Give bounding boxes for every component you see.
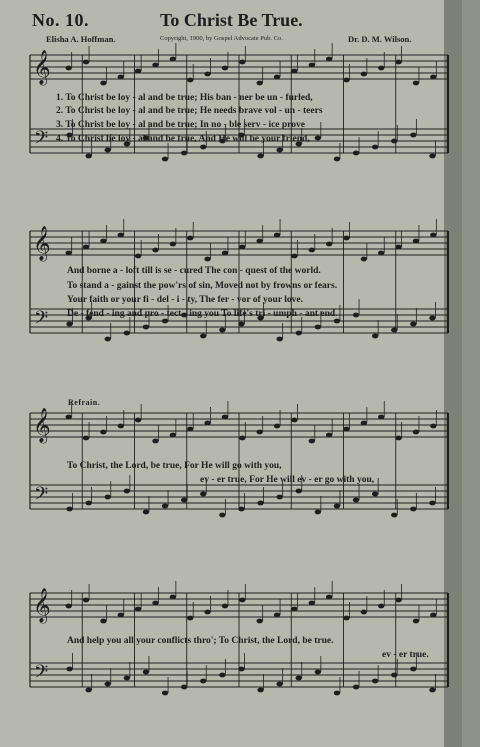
bass-4-note [200,679,206,684]
verse-4-line-2: De - fend - ing and pro - tect - ing you To life's tri - umph - ant end. [67,309,338,319]
treble-2-note [239,245,245,250]
bass-3-note [181,498,187,503]
treble-4-note [170,595,176,600]
lyricist-credit: Elisha A. Hoffman. [46,34,116,44]
treble-3-note [187,427,193,432]
bass-clef-icon: 𝄢 [34,308,49,333]
bass-1-note [334,157,340,162]
treble-1-note [395,60,401,65]
bass-1-note [391,139,397,144]
treble-3-note [361,421,367,426]
verse-2-line-1: 2. To Christ be loy - al and be true; He needs brave vol - un - teers [56,106,323,116]
bass-1-note [162,157,168,162]
treble-1-note [222,66,228,71]
bass-2-note [219,328,225,333]
verse-4-line-1: 4. To Christ be loy - al and be true, And He will be your friend, [56,134,310,144]
treble-clef-icon: 𝄞 [33,226,51,261]
copyright-notice: Copyright, 1900, by Gospel Advocate Pub. Co. [160,35,283,42]
treble-1-note [204,72,210,77]
refrain-label: Refrain. [68,398,101,407]
bass-4-note [238,667,244,672]
treble-clef-icon: 𝄞 [33,408,51,443]
bass-4-note [372,679,378,684]
treble-clef-icon: 𝄞 [33,588,51,623]
treble-1-note [256,81,262,86]
bass-3-note [296,489,302,494]
bass-3-note [219,513,225,518]
final-line-2: ev - er true. [382,650,429,660]
treble-1-note [170,57,176,62]
treble-3-note [170,433,176,438]
composer-credit: Dr. D. M. Wilson. [348,34,412,44]
bass-2-note [105,337,111,342]
treble-3-note [395,436,401,441]
treble-3-note [65,415,71,420]
treble-4-note [118,613,124,618]
treble-2-note [309,248,315,253]
treble-3-note [343,427,349,432]
treble-2-note [83,245,89,250]
bass-4-note [429,688,435,693]
treble-4-note [187,616,193,621]
treble-3-note [118,424,124,429]
treble-3-note [135,418,141,423]
refrain-line-2: ev - er true, For He will ev - er go with you, [200,475,375,485]
bass-3-note [105,495,111,500]
final-line-1: And help you all your conflicts thro'; To Christ, the Lord, be true. [67,636,334,646]
bass-4-note [219,673,225,678]
treble-1-note [309,63,315,68]
treble-1-note [343,78,349,83]
treble-4-note [413,619,419,624]
bass-4-note [105,682,111,687]
treble-2-note [395,245,401,250]
treble-3-note [413,430,419,435]
bass-1-note [315,136,321,141]
bass-1-note [276,148,282,153]
treble-2-note [326,242,332,247]
treble-3-note [152,439,158,444]
treble-1-note [413,81,419,86]
treble-1-note [291,69,297,74]
bass-1-note [410,133,416,138]
treble-1-note [65,66,71,71]
treble-2-note [256,239,262,244]
bass-1-note [429,154,435,159]
treble-4-note [343,616,349,621]
treble-3-note [83,436,89,441]
treble-1-note [135,69,141,74]
bass-3-note [143,510,149,515]
treble-3-note [309,439,315,444]
bass-4-note [143,670,149,675]
treble-2-note [291,254,297,259]
bass-2-note [410,322,416,327]
bass-4-note [334,691,340,696]
treble-4-note [256,619,262,624]
verse-1-line-1: 1. To Christ be loy - al and be true; His ban - ner be un - furled, [56,93,313,103]
treble-4-note [378,604,384,609]
treble-4-note [83,598,89,603]
treble-2-note [274,233,280,238]
treble-2-note [222,251,228,256]
bass-4-note [276,682,282,687]
bass-1-note [353,151,359,156]
treble-3-note [256,430,262,435]
treble-1-note [361,72,367,77]
treble-2-note [152,248,158,253]
treble-1-note [239,60,245,65]
bass-3-note [85,501,91,506]
bass-2-note [429,316,435,321]
bass-3-note [238,507,244,512]
bass-3-note [276,495,282,500]
treble-4-note [361,610,367,615]
verse-1-line-2: And borne a - loft till is se - cured The con - quest of the world. [67,266,321,276]
verse-3-line-2: Your faith or your fi - del - i - ty, The fer - vor of your love. [67,295,303,305]
bass-3-note [372,492,378,497]
treble-2-note [118,233,124,238]
treble-3-note [222,415,228,420]
bass-1-note [181,151,187,156]
bass-3-note [66,507,72,512]
bass-4-note [162,691,168,696]
hymn-number: No. 10. [32,10,89,30]
treble-1-note [378,66,384,71]
bass-2-note [372,334,378,339]
bass-1-note [85,154,91,159]
treble-clef-icon: 𝄞 [33,50,51,85]
treble-4-note [204,610,210,615]
bass-4-note [124,676,130,681]
treble-2-note [65,251,71,256]
bass-3-note [200,492,206,497]
treble-2-note [100,239,106,244]
bass-3-note [162,504,168,509]
bass-4-note [296,676,302,681]
bass-3-note [257,501,263,506]
bass-4-note [353,685,359,690]
treble-1-note [100,81,106,86]
treble-2-note [343,236,349,241]
treble-1-note [430,75,436,80]
bass-1-note [105,148,111,153]
bass-2-note [315,325,321,330]
bass-2-note [162,319,168,324]
treble-4-note [395,598,401,603]
bass-2-note [276,337,282,342]
treble-4-note [135,607,141,612]
bass-3-note [315,510,321,515]
bass-2-note [124,331,130,336]
treble-2-note [361,257,367,262]
bass-2-note [238,322,244,327]
treble-2-note [430,233,436,238]
treble-3-note [291,418,297,423]
treble-2-note [170,242,176,247]
treble-4-note [291,607,297,612]
bass-3-note [124,489,130,494]
treble-4-note [430,613,436,618]
treble-3-note [204,421,210,426]
treble-1-note [187,78,193,83]
bass-4-note [85,688,91,693]
bass-clef-icon: 𝄢 [34,662,49,687]
treble-3-note [430,424,436,429]
treble-2-note [135,254,141,259]
treble-3-note [378,415,384,420]
bass-4-note [410,667,416,672]
bass-3-note [410,507,416,512]
refrain-line-1: To Christ, the Lord, be true, For He will go with you, [67,461,282,471]
treble-4-note [152,601,158,606]
bass-4-note [391,673,397,678]
verse-2-line-2: To stand a - gainst the pow'rs of sin, Moved not by frowns or fears. [67,281,338,291]
bass-4-note [66,667,72,672]
treble-4-note [222,604,228,609]
treble-1-note [326,57,332,62]
bass-2-note [143,325,149,330]
bass-3-note [353,498,359,503]
treble-4-note [100,619,106,624]
treble-2-note [204,257,210,262]
bass-1-note [372,145,378,150]
treble-4-note [65,604,71,609]
treble-2-note [413,239,419,244]
bass-clef-icon: 𝄢 [34,128,49,153]
treble-4-note [309,601,315,606]
bass-2-note [334,319,340,324]
verse-3-line-1: 3. To Christ be loy - al and be true; In no - ble serv - ice prove [56,120,305,130]
treble-4-note [326,595,332,600]
bass-1-note [257,154,263,159]
bass-3-note [429,501,435,506]
bass-2-note [391,328,397,333]
bass-2-note [296,331,302,336]
bass-1-note [200,145,206,150]
treble-3-note [100,430,106,435]
bass-clef-icon: 𝄢 [34,484,49,509]
treble-1-note [152,63,158,68]
bass-3-note [391,513,397,518]
bass-4-note [181,685,187,690]
treble-3-note [274,424,280,429]
treble-1-note [274,75,280,80]
bass-2-note [66,322,72,327]
hymn-title: To Christ Be True. [160,10,303,30]
treble-4-note [274,613,280,618]
bass-4-note [257,688,263,693]
treble-4-note [239,598,245,603]
bass-4-note [315,670,321,675]
bass-3-note [334,504,340,509]
treble-3-note [239,436,245,441]
treble-1-note [83,60,89,65]
treble-1-note [118,75,124,80]
bass-2-note [200,334,206,339]
treble-2-note [187,236,193,241]
treble-3-note [326,433,332,438]
bass-2-note [353,313,359,318]
treble-2-note [378,251,384,256]
